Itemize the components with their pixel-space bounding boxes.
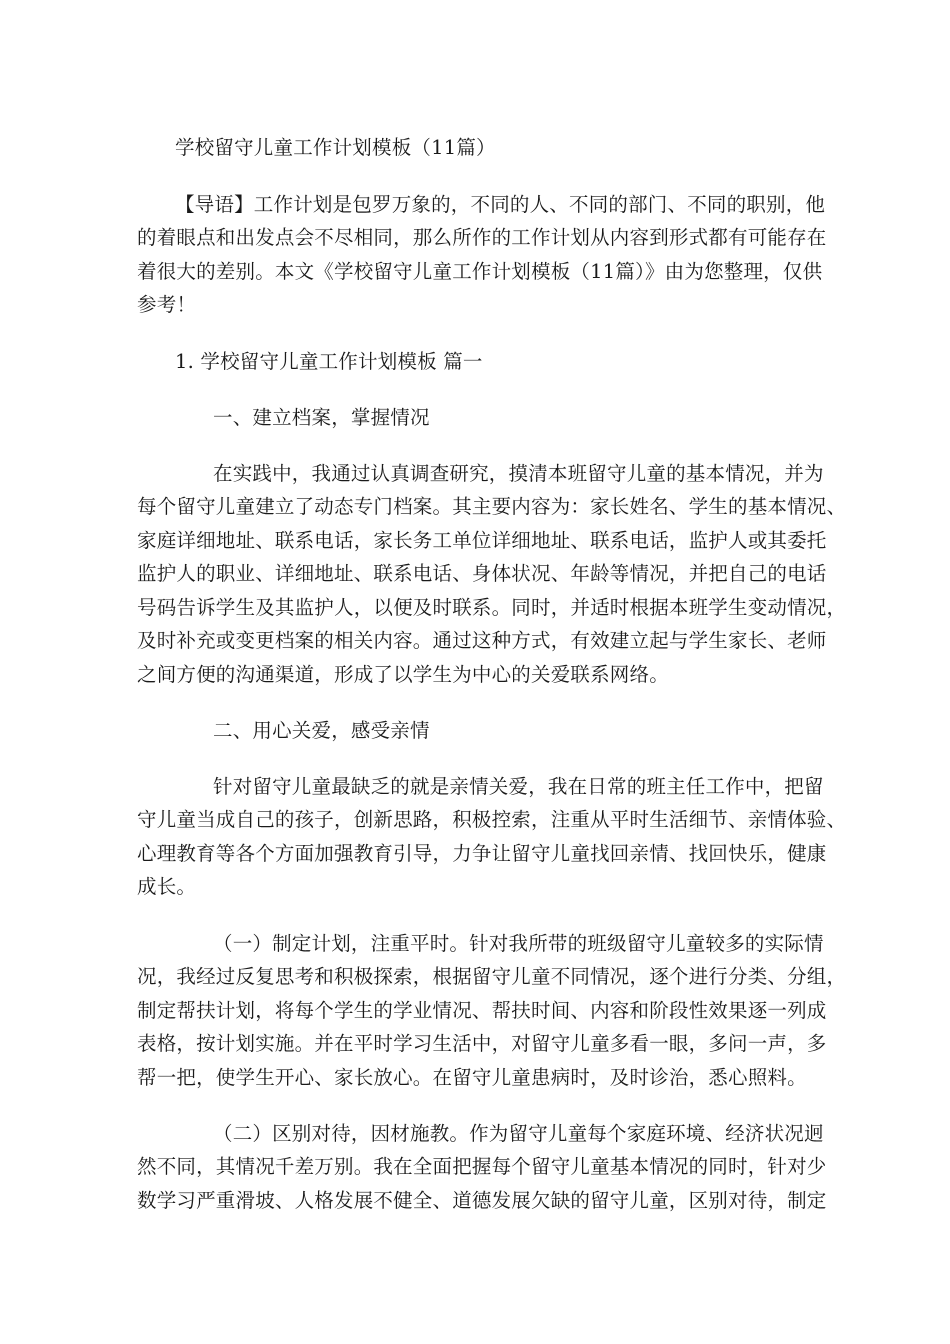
intro-line: 参考！: [137, 293, 197, 316]
paragraph-line: 每个留守儿童建立了动态专门档案。其主要内容为：家长姓名、学生的基本情况、: [137, 495, 847, 518]
paragraph-line: 针对留守儿童最缺乏的就是亲情关爱，我在日常的班主任工作中，把留: [213, 775, 824, 798]
section-heading: 1. 学校留守儿童工作计划模板 篇一: [175, 350, 483, 373]
subheading-2: 二、用心关爱，感受亲情: [213, 719, 430, 742]
paragraph-line: 表格，按计划实施。并在平时学习生活中，对留守儿童多看一眼，多问一声，多: [137, 1032, 827, 1055]
paragraph-line: 心理教育等各个方面加强教育引导，力争让留守儿童找回亲情、找回快乐，健康: [137, 842, 827, 865]
paragraph-line: 制定帮扶计划，将每个学生的学业情况、帮扶时间、内容和阶段性效果逐一列成: [137, 999, 827, 1022]
paragraph-line: 数学习严重滑坡、人格发展不健全、道德发展欠缺的留守儿童，区别对待，制定: [137, 1189, 827, 1212]
paragraph-line: 守儿童当成自己的孩子，创新思路，积极控索，注重从平时生活细节、亲情体验、: [137, 808, 847, 831]
paragraph-line: 在实践中，我通过认真调查研究，摸清本班留守儿童的基本情况，并为: [213, 462, 824, 485]
paragraph-line: 之间方便的沟通渠道，形成了以学生为中心的关爱联系网络。: [137, 663, 669, 686]
paragraph-line: 及时补充或变更档案的相关内容。通过这种方式，有效建立起与学生家长、老师: [137, 629, 827, 652]
intro-line: 着很大的差别。本文《学校留守儿童工作计划模板（11篇）》由为您整理，仅供: [137, 260, 823, 283]
document-title: 学校留守儿童工作计划模板（11篇）: [175, 136, 496, 159]
paragraph-line: （一）制定计划，注重平时。针对我所带的班级留守儿童较多的实际情: [213, 932, 824, 955]
paragraph-line: 然不同，其情况千差万别。我在全面把握每个留守儿童基本情况的同时，针对少: [137, 1155, 827, 1178]
paragraph-line: 号码告诉学生及其监护人，以便及时联系。同时，并适时根据本班学生变动情况，: [137, 596, 847, 619]
intro-line: 的着眼点和出发点会不尽相同，那么所作的工作计划从内容到形式都有可能存在: [137, 226, 827, 249]
paragraph-line: （二）区别对待，因材施教。作为留守儿童每个家庭环境、经济状况迥: [213, 1122, 824, 1145]
paragraph-line: 监护人的职业、详细地址、联系电话、身体状况、年龄等情况，并把自己的电话: [137, 562, 827, 585]
subheading-1: 一、建立档案，掌握情况: [213, 406, 430, 429]
paragraph-line: 成长。: [137, 875, 197, 898]
paragraph-line: 帮一把，使学生开心、家长放心。在留守儿童患病时，及时诊治，悉心照料。: [137, 1066, 807, 1089]
paragraph-line: 况，我经过反复思考和积极探索，根据留守儿童不同情况，逐个进行分类、分组，: [137, 965, 847, 988]
paragraph-line: 家庭详细地址、联系电话，家长务工单位详细地址、联系电话，监护人或其委托: [137, 529, 827, 552]
intro-line: 【导语】工作计划是包罗万象的，不同的人、不同的部门、不同的职别，他: [175, 193, 826, 216]
